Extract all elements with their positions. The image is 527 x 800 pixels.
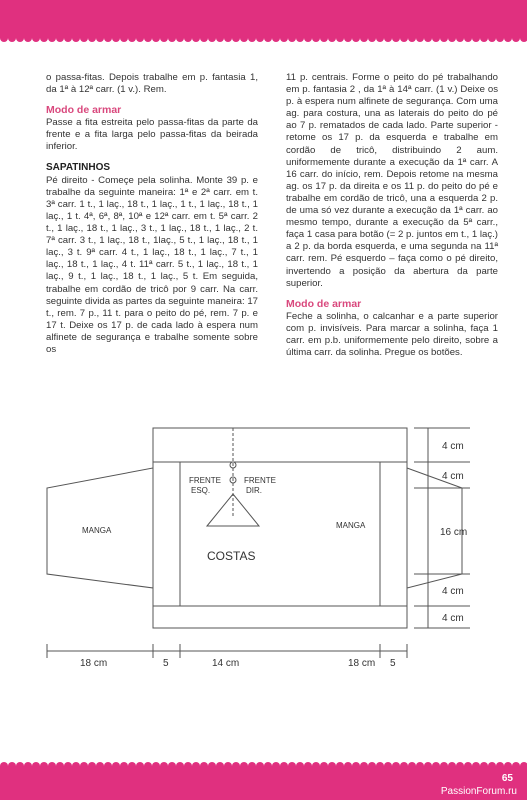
scallop-dot [128, 36, 136, 42]
top-scallop-edge [0, 36, 527, 46]
scallop-dot [344, 36, 352, 42]
dim-bottom-5: 18 cm [348, 658, 376, 669]
scallop-dot [264, 36, 272, 42]
scallop-dot [416, 36, 424, 42]
scallop-dot [464, 36, 472, 42]
scallop-dot [16, 36, 24, 42]
scallop-dot [8, 36, 16, 42]
scallop-dot [40, 36, 48, 42]
scallop-dot [432, 36, 440, 42]
scallop-dot [232, 36, 240, 42]
frente-dir-label-2: DIR. [246, 486, 262, 495]
modo-de-armar-text-2: Feche a solinha, o calcanhar e a parte superior com p. invisíveis. Para marcar a solinha, faça 1 carr. em p.b. uniformemente pelo direito, sobre a última carr. da solinha. Pregue os botões. [286, 310, 498, 359]
scallop-dot [224, 36, 232, 42]
dim-right-5: 4 cm [442, 613, 464, 624]
scallop-dot [176, 36, 184, 42]
frente-dir-label-1: FRENTE [244, 476, 276, 485]
page-number: 65 [501, 773, 513, 784]
modo-de-armar-heading-2: Modo de armar [286, 297, 362, 310]
scallop-dot [320, 36, 328, 42]
scallop-dot [408, 36, 416, 42]
left-column [46, 72, 258, 364]
scallop-dot [32, 36, 40, 42]
dim-right-3: 16 cm [440, 527, 468, 538]
dim-bottom-3: 14 cm [212, 658, 240, 669]
modo-de-armar-heading: Modo de armar [46, 104, 122, 117]
scallop-dot [360, 36, 368, 42]
dim-bottom-2: 5 [163, 658, 169, 669]
scallop-dot [512, 36, 520, 42]
sapatinhos-text: Pé direito - Começe pela solinha. Monte 39 p. e trabalhe da seguinte maneira: 1ª e 2ª carr. em t. 3ª carr. 1 t., 1 laç., 18 t., 1 laç., 1 t., 1 laç., 18 t., 1 laç., 1 t. 4ª, 6ª, 8ª, 10ª e 12ª carr. em t. 5ª carr. 2 t., 1 laç., 18 t., 1 laç., 3 t., 1 laç., 18 t., 1 laç., 2 t. 7ª carr. 3 t., 1 laç., 18 t., 1laç., 5 t., 1 laç., 18 t., 1 laç., 3 t. 9ª carr. 4 t., 1 laç., 18 t., 1 laç., 7 t., 1 laç., 18 t., 1 laç., 4 t. 11ª carr. 5 t., 1 laç., 18 t., 1 laç., 9 t., 1 laç., 18 t., 1 laç., 5 t. Em seguida, trabalhe em cordão de tricô por 9 carr. Na carr. seguinte divida as partes da seguinte maneira: 17 t., rem. 7 p., 11 t. para o peito do pé, rem. 7 p. e 17 t. Deixe os 17 p. de cada lado à espera num alfinete de segurança e trabalhe somente sobre os [46, 174, 258, 355]
scallop-dot [328, 36, 336, 42]
scallop-dot [24, 36, 32, 42]
scallop-dot [424, 36, 432, 42]
scallop-dot [48, 36, 56, 42]
garment-pattern-diagram [0, 408, 527, 678]
frente-esq-label-1: FRENTE [189, 476, 221, 485]
scallop-dot [152, 36, 160, 42]
sapatinhos-heading: SAPATINHOS [46, 161, 111, 173]
scallop-dot [272, 36, 280, 42]
manga-left-label: MANGA [82, 526, 112, 535]
scallop-dot [184, 36, 192, 42]
scallop-dot [496, 36, 504, 42]
dim-right-4: 4 cm [442, 586, 464, 597]
scallop-dot [296, 36, 304, 42]
dim-right-2: 4 cm [442, 471, 464, 482]
scallop-dot [192, 36, 200, 42]
scallop-dot [384, 36, 392, 42]
scallop-dot [208, 36, 216, 42]
scallop-dot [392, 36, 400, 42]
intro-paragraph: o passa-fitas. Depois trabalhe em p. fantasia 1, da 1ª à 12ª carr. (1 v.). Rem. [46, 72, 258, 96]
scallop-dot [336, 36, 344, 42]
frente-esq-label-2: ESQ. [191, 486, 211, 495]
dim-bottom-4: 5 [390, 658, 396, 669]
scallop-dot [288, 36, 296, 42]
manga-right-label: MANGA [336, 521, 366, 530]
scallop-dot [504, 36, 512, 42]
scallop-dot [456, 36, 464, 42]
scallop-dot [160, 36, 168, 42]
scallop-dot [200, 36, 208, 42]
scallop-dot [248, 36, 256, 42]
scallop-dot [304, 36, 312, 42]
scallop-dot [352, 36, 360, 42]
scallop-dot [480, 36, 488, 42]
scallop-dot [64, 36, 72, 42]
costas-label: COSTAS [207, 549, 256, 563]
scallop-dot [104, 36, 112, 42]
scallop-dot [216, 36, 224, 42]
site-watermark: PassionForum.ru [440, 786, 517, 797]
scallop-dot [120, 36, 128, 42]
scallop-dot [72, 36, 80, 42]
scallop-dot [168, 36, 176, 42]
scallop-dot [520, 36, 527, 42]
dim-right-1: 4 cm [442, 441, 464, 452]
scallop-dot [80, 36, 88, 42]
scallop-dot [88, 36, 96, 42]
scallop-dot [440, 36, 448, 42]
scallop-dot [488, 36, 496, 42]
scallop-dot [280, 36, 288, 42]
scallop-dot [256, 36, 264, 42]
scallop-dot [312, 36, 320, 42]
scallop-dot [472, 36, 480, 42]
dim-bottom-1: 18 cm [80, 658, 108, 669]
scallop-dot [448, 36, 456, 42]
scallop-dot [136, 36, 144, 42]
scallop-dot [400, 36, 408, 42]
scallop-dot [96, 36, 104, 42]
scallop-dot [56, 36, 64, 42]
modo-de-armar-text: Passe a fita estreita pelo passa-fitas da parte da frente e a fita larga pelo passa-fitas da beirada inferior. [46, 117, 258, 153]
scallop-dot [240, 36, 248, 42]
scallop-dot [0, 36, 8, 42]
scallop-dot [112, 36, 120, 42]
scallop-dot [368, 36, 376, 42]
right-column [286, 72, 498, 367]
scallop-dot [376, 36, 384, 42]
continuation-paragraph: 11 p. centrais. Forme o peito do pé trabalhando em p. fantasia 2 , da 1ª à 14ª carr. (1 v.) Deixe os p. à espera num alfinete de segurança. Com uma ag. para costura, una as laterais do peito do pé ao 7 p. rematados de cada lado. Parte superior - retome os 17 p. da esquerda e trabalhe em cordão de tricô, distribuindo 2 aum. uniformemente durante a execução da 1ª carr. A 16 carr. do início, rem. Depois retome na mesma ag. os 17 p. da direita e os 11 p. do peito do pé e trabalhe em cordão de tricô, una a esquerda 2 p. de uma só vez durante a execução da 1ª carr. ao mesmo tempo, durante a execução da 5ª carr., faça 1 casa para botão (= 2 p. juntos em t., 1 laç.) a 2 p. da borda esquerda, e uma segunda na 11ª carr. rem. Pé esquerdo – faça como o pé direito, invertendo a posição da abertura da parte superior. [286, 72, 498, 289]
top-decorative-band [0, 0, 527, 38]
scallop-dot [144, 36, 152, 42]
